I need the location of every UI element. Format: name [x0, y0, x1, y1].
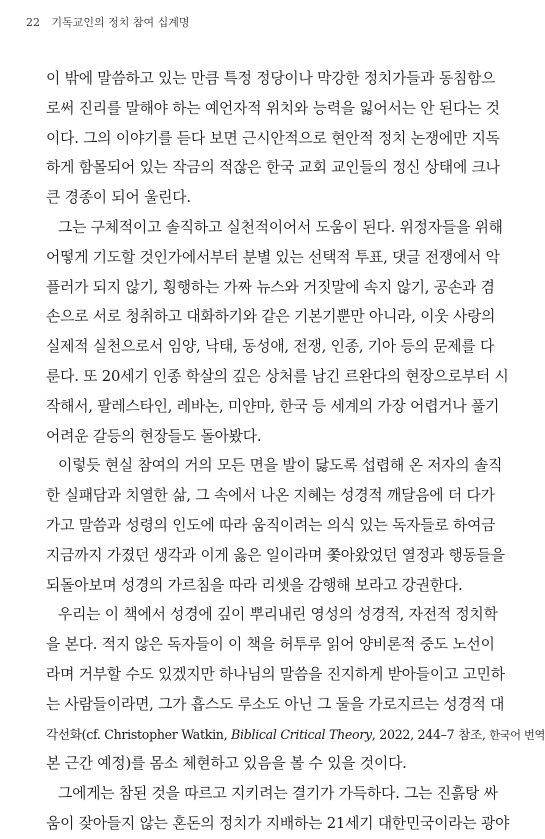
citation-note: 한국어 번역 — [489, 728, 545, 742]
text-line: 작해서, 팔레스타인, 레바논, 미얀마, 한국 등 세계의 가장 어렵거나 풀기 — [46, 397, 500, 415]
text-line: 는 사람들이라면, 그가 흡스도 루소도 아닌 그 둘을 가로지르는 성경적 대 — [46, 695, 505, 713]
text-line: 어떻게 기도할 것인가에서부터 분별 있는 선택적 투표, 댓글 전쟁에서 악 — [46, 248, 500, 266]
text-line: 한 실패담과 치열한 삶, 그 속에서 나온 지혜는 성경적 깨달음에 더 다가 — [46, 487, 495, 505]
text-line: 로써 진리를 말해야 하는 예언자적 위치와 능력을 잃어서는 안 된다는 것 — [46, 99, 500, 117]
body-text — [46, 64, 545, 839]
text-line: 이 밖에 말씀하고 있는 만큼 특정 정당이나 막강한 정치가들과 동침함으 — [46, 70, 496, 87]
text-line: 하게 함몰되어 있는 작금의 적잖은 한국 교회 교인들의 정신 상태에 크나 — [46, 159, 500, 177]
text-line: 본 근간 예정)를 몸소 체현하고 있음을 볼 수 있을 것이다. — [46, 755, 407, 773]
citation-lead: 각선화(cf. Christopher Watkin, — [46, 726, 232, 742]
text-line: 큰 경종이 되어 울린다. — [46, 189, 191, 207]
text-line: 지금까지 가졌던 생각과 이게 옳은 일이라며 쫓아왔었던 열정과 행동들을 — [46, 546, 505, 564]
page-number: 22 — [26, 16, 40, 29]
text-line: 룬다. 또 20세기 인종 학살의 깊은 상처를 남긴 르완다의 현장으로부터 시 — [46, 367, 509, 385]
text-line: 손으로 서로 청취하고 대화하기와 같은 기본기뿐만 아니라, 이웃 사랑의 — [46, 308, 496, 326]
text-line: 플러가 되지 않기, 횡행하는 가짜 뉴스와 거짓말에 속지 않기, 공손과 겸 — [46, 278, 495, 296]
text-line: 그는 구체적이고 솔직하고 실천적이어서 도움이 된다. 위정자들을 위해 — [58, 218, 503, 236]
text-line: 라며 거부할 수도 있겠지만 하나님의 말씀을 진지하게 받아들이고 고민하 — [46, 665, 505, 683]
text-line: 이다. 그의 이야기를 듣다 보면 근시안적으로 현안적 정치 논쟁에만 지독 — [46, 129, 500, 147]
book-title: 기독교인의 정치 참여 십계명 — [51, 16, 190, 29]
citation-rest: , 2022, 244–7 참조, — [371, 726, 490, 742]
text-line: 우리는 이 책에서 성경에 깊이 뿌리내린 영성의 성경적, 자전적 정치학 — [58, 606, 498, 624]
text-line: 을 본다. 적지 않은 독자들이 이 책을 허투루 읽어 양비론적 중도 노선이 — [46, 636, 495, 654]
text-line: 되돌아보며 성경의 가르침을 따라 리셋을 감행해 보라고 강권한다. — [46, 576, 463, 594]
running-head — [26, 14, 190, 30]
citation-line — [46, 720, 545, 750]
text-line: 가고 말씀과 성령의 인도에 따라 움직이려는 의식 있는 독자들로 하여금 — [46, 516, 496, 534]
text-line: 그에게는 참된 것을 따르고 지키려는 결기가 가득하다. 그는 진흙탕 싸 — [58, 785, 498, 803]
text-line: 움이 잦아들지 않는 혼돈의 정치가 지배하는 21세기 대한민국이라는 광야 — [46, 814, 510, 832]
text-line: 실제적 실천으로서 임양, 낙태, 동성애, 전쟁, 인종, 기아 등의 문제를 다 — [46, 338, 495, 356]
text-line: 어려운 갈등의 현장들도 돌아봤다. — [46, 427, 262, 445]
text-line: 이렇듯 현실 참여의 거의 모든 면을 발이 닳도록 섭렵해 온 저자의 솔직 — [58, 457, 503, 475]
cited-book-title: Biblical Critical Theory — [231, 726, 372, 742]
